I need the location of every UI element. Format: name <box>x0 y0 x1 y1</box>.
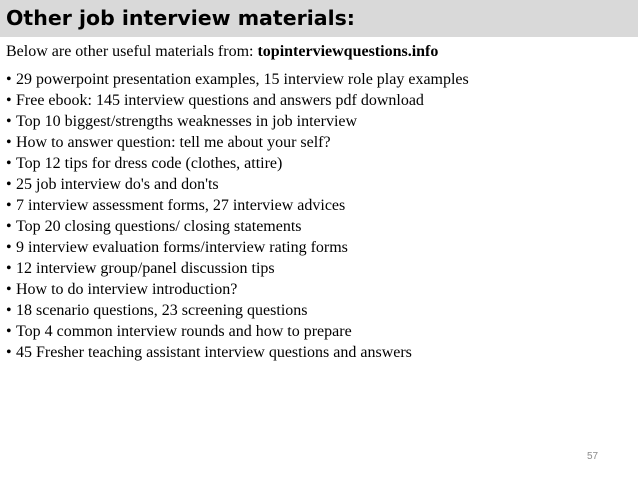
list-item <box>6 90 469 111</box>
list-item-text: 25 job interview do's and don'ts <box>16 176 219 193</box>
list-item-text: 45 Fresher teaching assistant interview questions and answers <box>16 344 412 361</box>
list-item <box>6 174 469 195</box>
bullet-icon: • <box>6 176 12 193</box>
list-item <box>6 216 469 237</box>
bullet-icon: • <box>6 239 12 256</box>
list-item <box>6 132 469 153</box>
bullet-icon: • <box>6 197 12 214</box>
list-item-text: How to answer question: tell me about your self? <box>16 134 331 151</box>
list-item-text: 18 scenario questions, 23 screening questions <box>16 302 308 319</box>
list-item-text: Top 4 common interview rounds and how to prepare <box>16 323 352 340</box>
slide-title: Other job interview materials: <box>6 6 355 30</box>
list-item <box>6 258 469 279</box>
list-item <box>6 153 469 174</box>
list-item-text: 29 powerpoint presentation examples, 15 interview role play examples <box>16 71 469 88</box>
title-bar <box>0 0 638 37</box>
list-item <box>6 195 469 216</box>
bullet-icon: • <box>6 71 12 88</box>
list-item <box>6 69 469 90</box>
bullet-icon: • <box>6 323 12 340</box>
list-item-text: Free ebook: 145 interview questions and answers pdf download <box>16 92 424 109</box>
list-item-text: Top 10 biggest/strengths weaknesses in job interview <box>16 113 358 130</box>
materials-list <box>6 69 469 363</box>
list-item <box>6 342 469 363</box>
bullet-icon: • <box>6 92 12 109</box>
list-item-text: Top 20 closing questions/ closing statements <box>16 218 302 235</box>
list-item <box>6 237 469 258</box>
bullet-icon: • <box>6 281 12 298</box>
list-item <box>6 111 469 132</box>
list-item <box>6 300 469 321</box>
bullet-icon: • <box>6 134 12 151</box>
list-item-text: How to do interview introduction? <box>16 281 238 298</box>
intro-line <box>6 41 438 62</box>
list-item <box>6 321 469 342</box>
page-number: 57 <box>587 451 599 462</box>
bullet-icon: • <box>6 218 12 235</box>
list-item-text: 7 interview assessment forms, 27 interview advices <box>16 197 346 214</box>
bullet-icon: • <box>6 113 12 130</box>
bullet-icon: • <box>6 155 12 172</box>
bullet-icon: • <box>6 260 12 277</box>
site-link: topinterviewquestions.info <box>257 43 439 60</box>
intro-text: Below are other useful materials from: <box>6 43 258 60</box>
bullet-icon: • <box>6 302 12 319</box>
list-item-text: 12 interview group/panel discussion tips <box>16 260 275 277</box>
list-item <box>6 279 469 300</box>
list-item-text: 9 interview evaluation forms/interview rating forms <box>16 239 348 256</box>
list-item-text: Top 12 tips for dress code (clothes, attire) <box>16 155 283 172</box>
bullet-icon: • <box>6 344 12 361</box>
